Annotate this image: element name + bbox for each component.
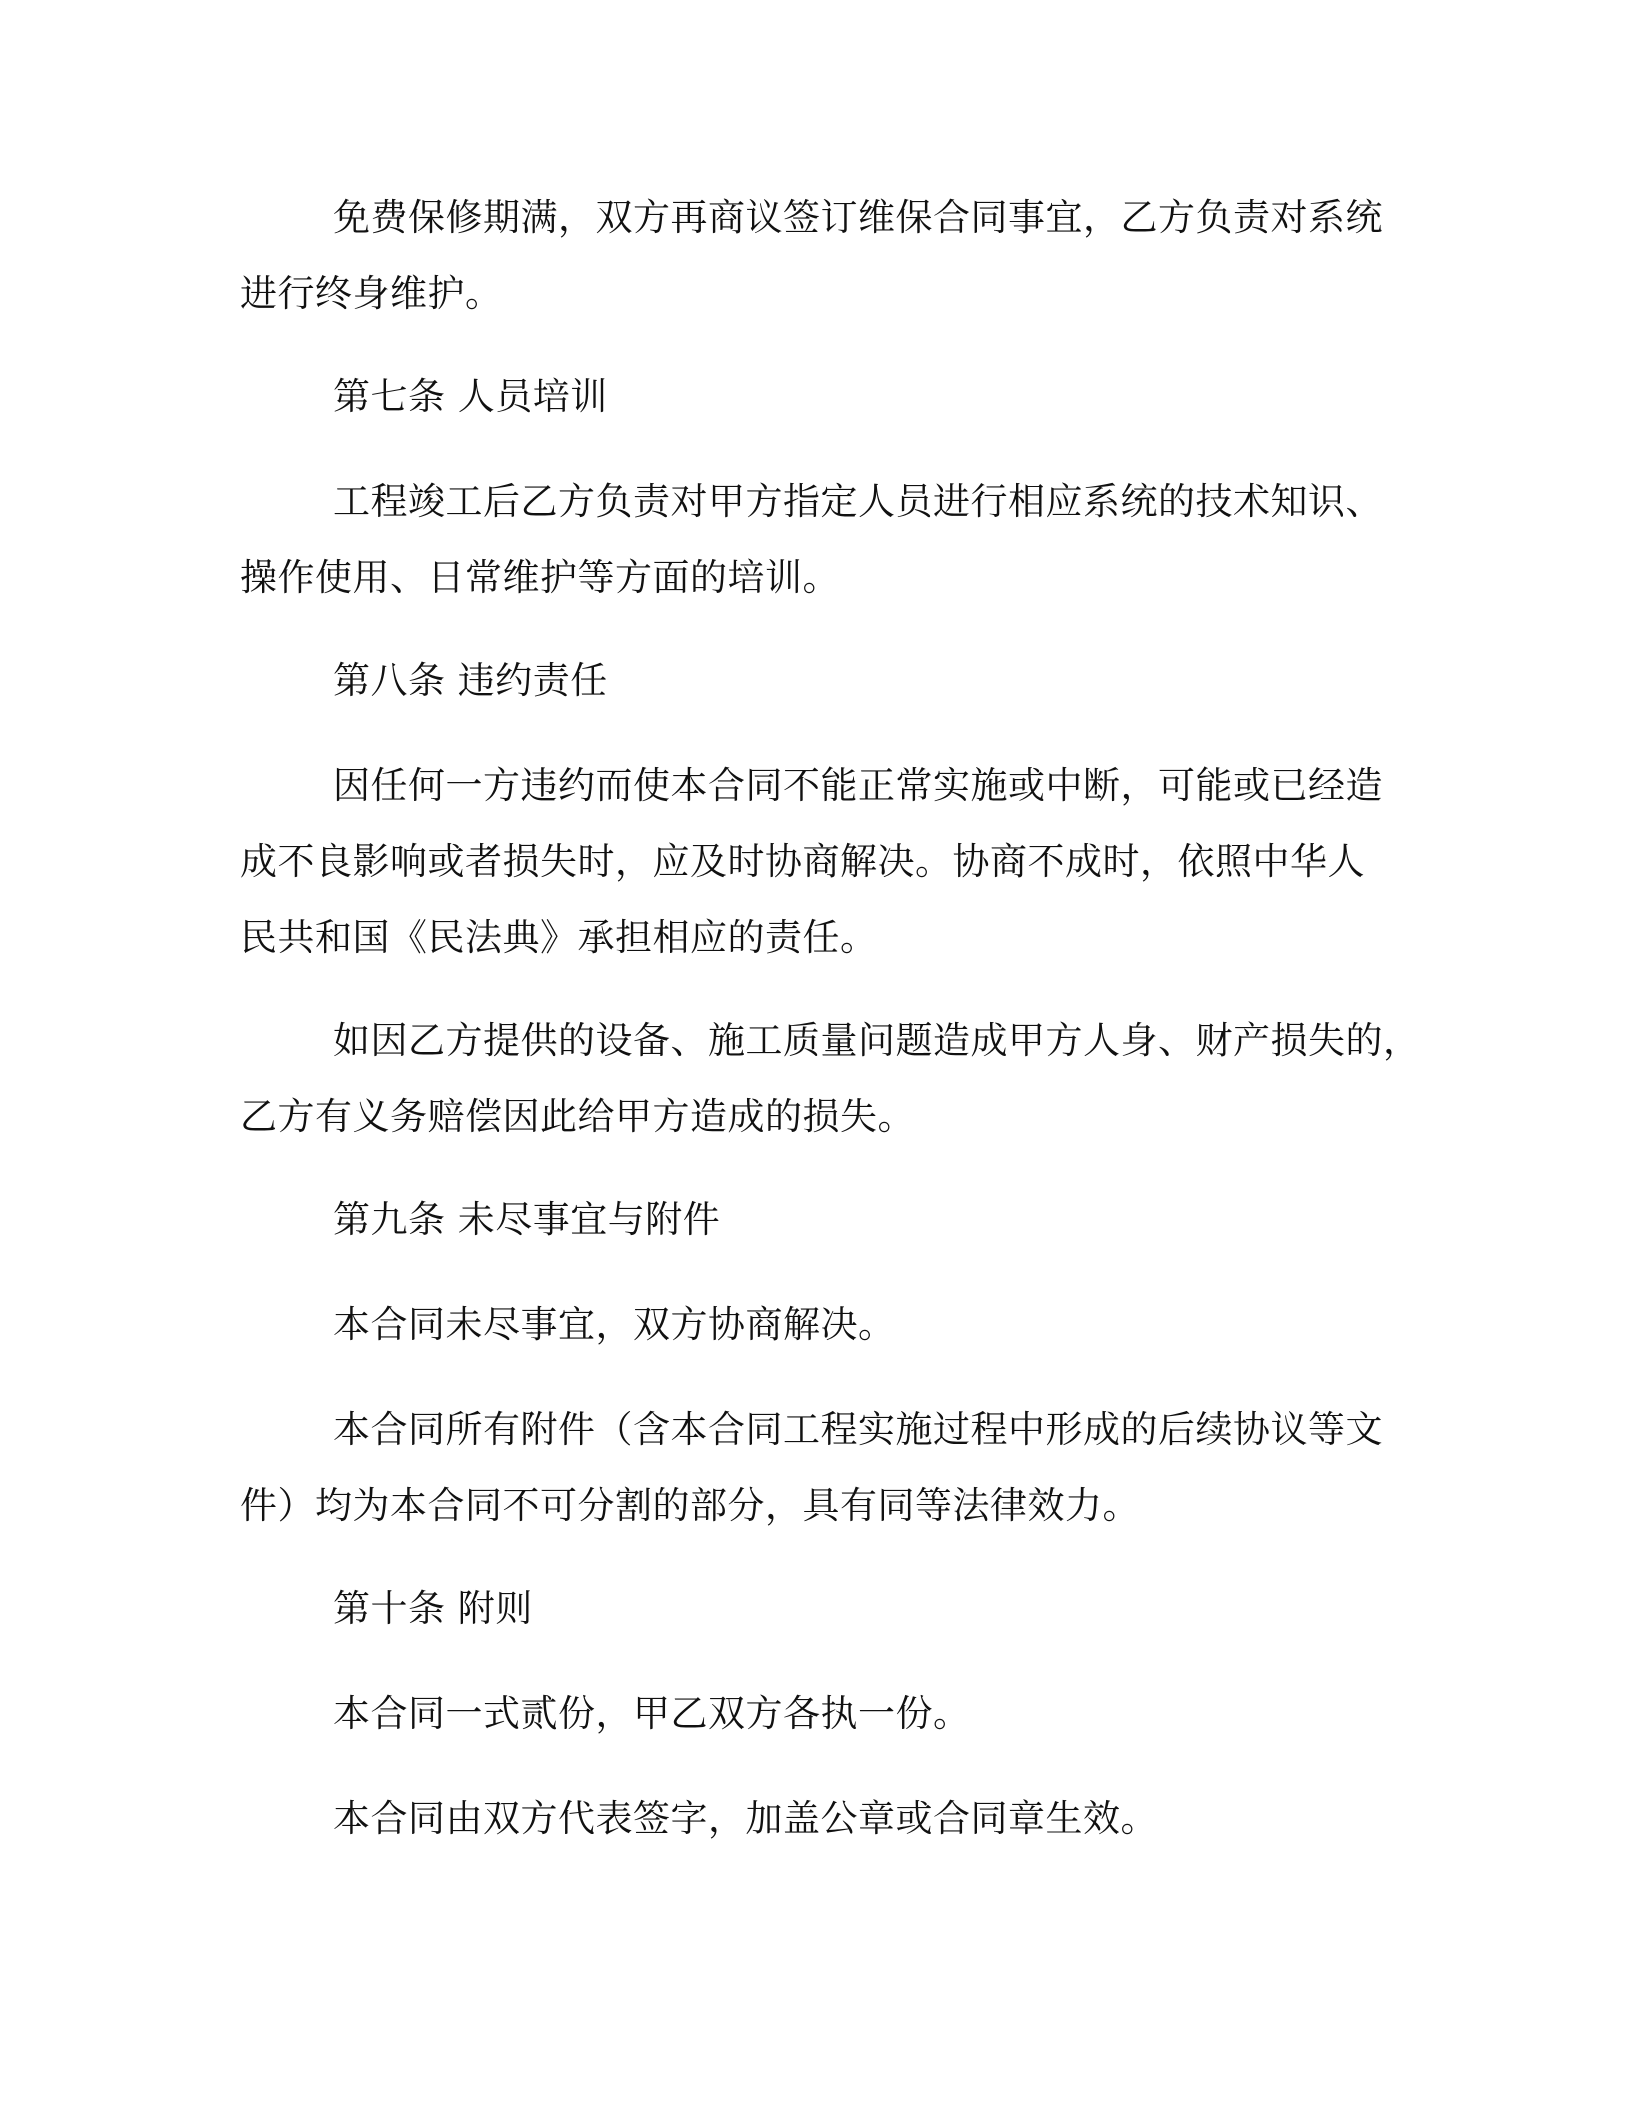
section-heading-article-7: 第七条 人员培训	[333, 375, 608, 418]
paragraph-attachments-line-2: 件）均为本合同不可分割的部分，具有同等法律效力。	[240, 1484, 1140, 1527]
paragraph-breach-line-1: 因任何一方违约而使本合同不能正常实施或中断，可能或已经造	[333, 764, 1383, 807]
paragraph-training-line-1: 工程竣工后乙方负责对甲方指定人员进行相应系统的技术知识、	[333, 480, 1383, 523]
section-heading-article-10: 第十条 附则	[333, 1587, 533, 1630]
paragraph-breach-line-3: 民共和国《民法典》承担相应的责任。	[240, 916, 878, 959]
section-heading-article-8: 第八条 违约责任	[333, 659, 608, 702]
paragraph-compensation-line-1: 如因乙方提供的设备、施工质量问题造成甲方人身、财产损失的，	[333, 1019, 1421, 1062]
paragraph-unsettled-matters: 本合同未尽事宜，双方协商解决。	[333, 1303, 896, 1346]
paragraph-copies: 本合同一式贰份，甲乙双方各执一份。	[333, 1692, 971, 1735]
paragraph-warranty-line-1: 免费保修期满，双方再商议签订维保合同事宜，乙方负责对系统	[333, 196, 1383, 239]
section-heading-article-9: 第九条 未尽事宜与附件	[333, 1198, 721, 1241]
paragraph-breach-line-2: 成不良影响或者损失时，应及时协商解决。协商不成时，依照中华人	[240, 840, 1365, 883]
paragraph-warranty-line-2: 进行终身维护。	[240, 272, 503, 315]
paragraph-training-line-2: 操作使用、日常维护等方面的培训。	[240, 556, 840, 599]
paragraph-compensation-line-2: 乙方有义务赔偿因此给甲方造成的损失。	[240, 1095, 915, 1138]
paragraph-effectiveness: 本合同由双方代表签字，加盖公章或合同章生效。	[333, 1797, 1158, 1840]
paragraph-attachments-line-1: 本合同所有附件（含本合同工程实施过程中形成的后续协议等文	[333, 1408, 1383, 1451]
